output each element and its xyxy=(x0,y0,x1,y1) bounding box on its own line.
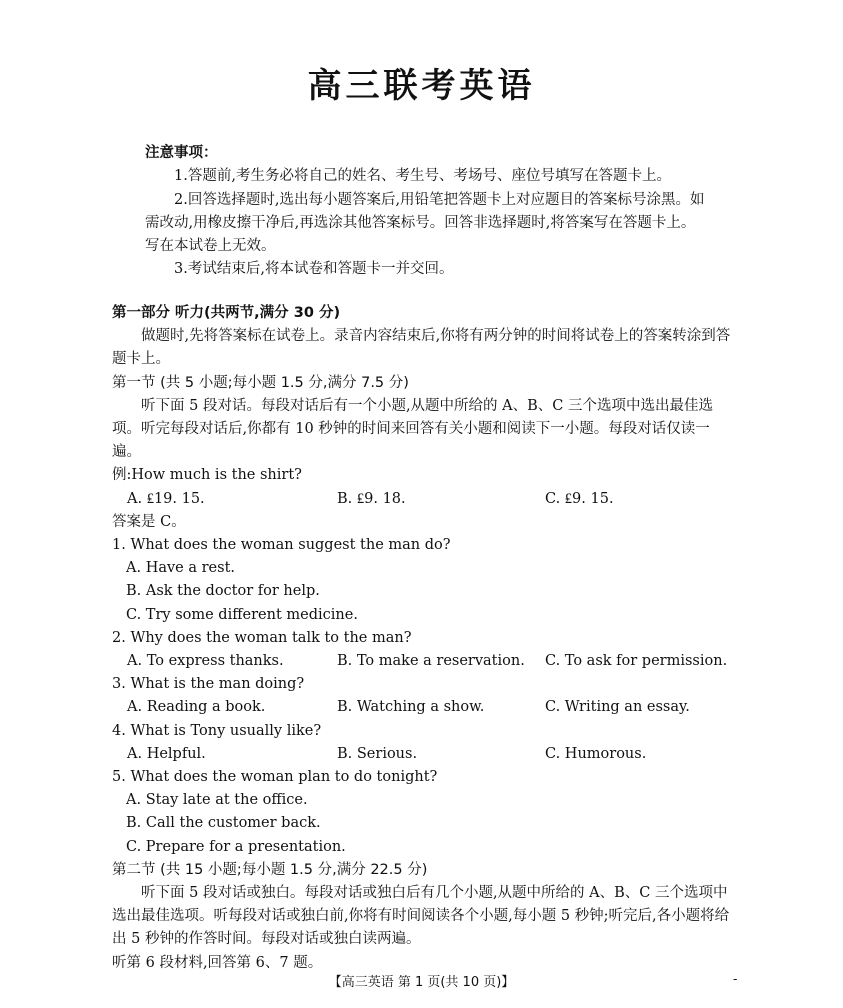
main-content xyxy=(112,302,737,975)
question-2-stem: 2. Why does the woman talk to the man? xyxy=(112,629,412,646)
notice-item-2: 2.回答选择题时,选出每小题答案后,用铅笔把答题卡上对应题目的答案标号涂黑。如需改动,用橡皮擦干净后,再选涂其他答案标号。回答非选择题时,将答案写在答题卡上。写在本试卷上无效。 xyxy=(145,191,705,255)
question-4-option-b: B. Serious. xyxy=(337,745,418,762)
question-1-stem: 1. What does the woman suggest the man do? xyxy=(112,537,451,554)
notice-item-3: 3.考试结束后,将本试卷和答题卡一并交回。 xyxy=(174,261,454,278)
example-option-c: C. ₤9. 15. xyxy=(545,490,614,507)
question-4-option-a: A. Helpful. xyxy=(127,745,206,762)
notice-heading: 注意事项： xyxy=(145,145,218,161)
section2-intro: 听下面 5 段对话或独白。每段对话或独白后有几个小题,从题中所给的 A、B、C 三个选项中选出最佳选项。听每段对话或独白前,你将有时间阅读各个小题,每小题 5 秒钟;听完后,各小题将给出 5 秒钟的作答时间。每段对话或独白读两遍。 xyxy=(112,885,730,948)
question-4-stem: 4. What is Tony usually like? xyxy=(112,722,322,739)
section1-heading: 第一节 (共 5 小题;每小题 1.5 分,满分 7.5 分) xyxy=(112,374,409,391)
question-4-options xyxy=(112,743,737,766)
example-option-b: B. ₤9. 18. xyxy=(337,490,406,507)
question-5-option-a: A. Stay late at the office. xyxy=(126,792,308,809)
corner-mark: - xyxy=(733,972,738,987)
notice-item-1: 1.答题前,考生务必将自己的姓名、考生号、考场号、座位号填写在答题卡上。 xyxy=(174,168,671,185)
question-1-option-b: B. Ask the doctor for help. xyxy=(126,583,320,600)
part1-intro: 做题时,先将答案标在试卷上。录音内容结束后,你将有两分钟的时间将试卷上的答案转涂到答题卡上。 xyxy=(112,328,731,368)
question-2-option-a: A. To express thanks. xyxy=(127,653,284,670)
question-3-option-c: C. Writing an essay. xyxy=(545,699,690,716)
question-4-option-c: C. Humorous. xyxy=(545,745,647,762)
question-2-options xyxy=(112,650,737,673)
section2-next-instruction: 听第 6 段材料,回答第 6、7 题。 xyxy=(112,954,323,971)
section1-intro: 听下面 5 段对话。每段对话后有一个小题,从题中所给的 A、B、C 三个选项中选出最佳选项。听完每段对话后,你都有 10 秒钟的时间来回答有关小题和阅读下一小题。每段对话仅读一遍。 xyxy=(112,397,713,461)
question-3-stem: 3. What is the man doing? xyxy=(112,676,305,693)
example-option-a: A. ₤19. 15. xyxy=(127,490,205,507)
example-options xyxy=(112,488,737,511)
page-footer: 【高三英语 第 1 页(共 10 页)】 xyxy=(328,975,515,990)
question-3-option-a: A. Reading a book. xyxy=(127,699,266,716)
question-3-option-b: B. Watching a show. xyxy=(337,699,485,716)
example-question: 例:How much is the shirt? xyxy=(112,467,302,484)
question-1-option-a: A. Have a rest. xyxy=(126,560,236,577)
question-2-option-b: B. To make a reservation. xyxy=(337,653,525,670)
example-answer: 答案是 C。 xyxy=(112,513,186,530)
notice-block xyxy=(145,142,705,282)
question-2-option-c: C. To ask for permission. xyxy=(545,653,728,670)
question-3-options xyxy=(112,696,737,719)
question-1-option-c: C. Try some different medicine. xyxy=(126,606,358,623)
exam-title: 高三联考英语 xyxy=(307,66,536,106)
part1-heading: 第一部分 听力(共两节,满分 30 分) xyxy=(112,305,341,321)
section2-heading: 第二节 (共 15 小题;每小题 1.5 分,满分 22.5 分) xyxy=(112,861,428,878)
question-5-option-c: C. Prepare for a presentation. xyxy=(126,838,346,855)
question-5-stem: 5. What does the woman plan to do tonight? xyxy=(112,769,438,786)
question-5-option-b: B. Call the customer back. xyxy=(126,815,321,832)
